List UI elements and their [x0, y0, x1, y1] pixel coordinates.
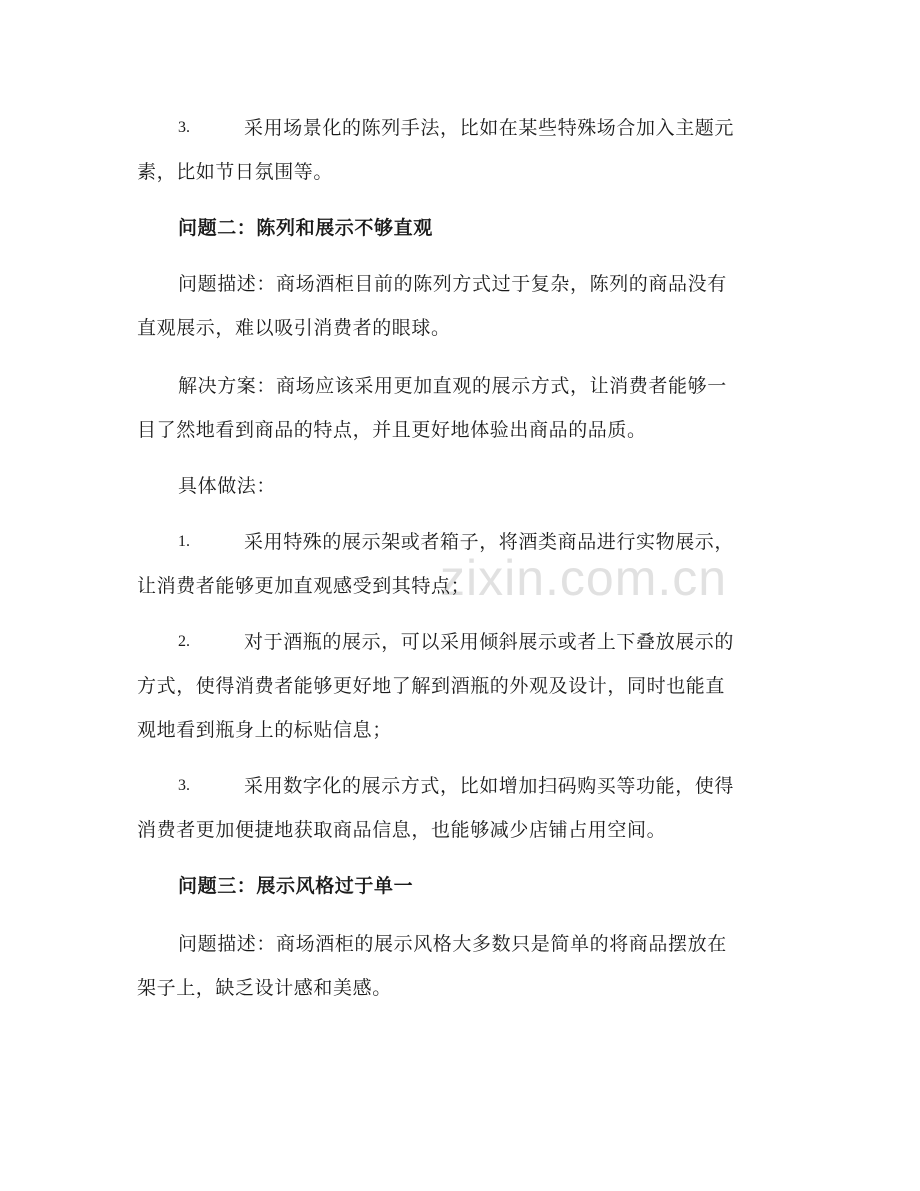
section-heading: 问题三：展示风格过于单一: [178, 875, 414, 897]
list-item-text: 采用特殊的展示架或者箱子，将酒类商品进行实物展示，: [244, 531, 735, 553]
list-number: 1.: [178, 533, 190, 550]
list-item-text: 消费者更加便捷地获取商品信息，也能够减少店铺占用空间。: [137, 819, 667, 841]
watermark: zixin.com.cn: [440, 550, 728, 606]
list-item-text: 对于酒瓶的展示，可以采用倾斜展示或者上下叠放展示的: [244, 631, 735, 653]
list-number: 3.: [178, 119, 190, 136]
list-item-text: 让消费者能够更加直观感受到其特点；: [137, 575, 471, 597]
list-item-text: 观地看到瓶身上的标贴信息；: [137, 719, 392, 741]
problem-description: 直观展示，难以吸引消费者的眼球。: [137, 317, 451, 339]
solution-text: 解决方案：商场应该采用更加直观的展示方式，让消费者能够一: [178, 375, 727, 397]
solution-text: 目了然地看到商品的特点，并且更好地体验出商品的品质。: [137, 419, 647, 441]
list-item-text: 采用数字化的展示方式，比如增加扫码购买等功能，使得: [244, 775, 735, 797]
section-heading: 问题二：陈列和展示不够直观: [178, 217, 433, 239]
list-item-text: 方式，使得消费者能够更好地了解到酒瓶的外观及设计，同时也能直: [137, 675, 726, 697]
method-label: 具体做法：: [178, 475, 277, 497]
list-number: 2.: [178, 633, 190, 650]
problem-description: 架子上，缺乏设计感和美感。: [137, 977, 392, 999]
list-item-text: 采用场景化的陈列手法，比如在某些特殊场合加入主题元: [244, 117, 735, 139]
problem-description: 问题描述：商场酒柜的展示风格大多数只是简单的将商品摆放在: [178, 933, 727, 955]
problem-description: 问题描述：商场酒柜目前的陈列方式过于复杂，陈列的商品没有: [178, 273, 727, 295]
list-number: 3.: [178, 777, 190, 794]
list-item-text: 素，比如节日氛围等。: [137, 161, 334, 183]
